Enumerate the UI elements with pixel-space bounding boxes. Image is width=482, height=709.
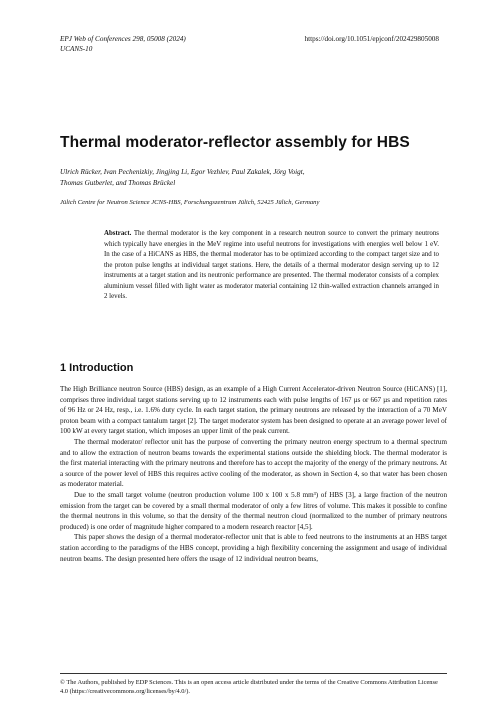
intro-paragraph-4: This paper shows the design of a thermal moderator-reflector unit that is able to feed neutrons to the instruments at an HBS target station according to the paradigms of the HBS concept, providing a high flexibility concerning the assignment and usage of individual neutron beams. The design presented here offers the usage of 12 individual neutron beams, <box>60 533 447 563</box>
intro-paragraph-2: The thermal moderator/ reflector unit has the purpose of converting the primary neutron energy spectrum to a thermal spectrum and to allow the extraction of neutron beams towards the experimental stations outside the shielding block. The thermal moderator is the first material interacting with the primary neutrons and therefore has to accept the majority of the energy of the primary neutrons. At a source of the power level of HBS this requires active cooling of the moderator, as shown in Section 4, so that water has been chosen as moderator material. <box>60 437 447 489</box>
intro-paragraph-1: The High Brilliance neutron Source (HBS) design, as an example of a High Current Accelerator-driven Neutron Source (HiCANS) [1], comprises three individual target stations serving up to 12 instruments each with pulse lengths of 167 µs or 667 µs and repetition rates of 96 Hz or 24 Hz, resp., i.e. 1.6% duty cycle. In each target station, the primary neutrons are released by the interaction of a 70 MeV proton beam with a compact tantalum target [2]. The target moderator system has been designed to operate at an average power level of 100 kW at every target station, which imposes an upper limit of the peak current. <box>60 385 447 436</box>
doi-link[interactable]: https://doi.org/10.1051/epjconf/202429805008 <box>304 35 439 43</box>
running-header-left <box>60 34 186 54</box>
paper-title: Thermal moderator-reflector assembly for HBS <box>60 134 410 151</box>
intro-paragraph-3: Due to the small target volume (neutron production volume 100 x 100 x 5.8 mm³) of HBS [3], a large fraction of the neutron emission from the target can be covered by a small thermal moderator of only a few litres of volume. This makes it possible to confine the thermal neutrons in this volume, so that the density of the thermal neutron cloud (normalized to the number of primary neutrons produced) is one order of magnitude higher compared to a modern research reactor [4,5]. <box>60 490 447 531</box>
abstract-label: Abstract. <box>104 230 132 237</box>
section-heading-introduction: 1 Introduction <box>60 362 134 374</box>
abstract-text: The thermal moderator is the key component in a research neutron source to convert the primary neutrons which typically have energies in the MeV regime into useful neutrons for investigations with energies well below 1 eV. In the case of a HiCANS as HBS, the thermal moderator has to be optimized according to the compact target size and to the proton pulse lengths at individual target stations. Here, the details of a thermal moderator design serving up to 12 instruments at a target station and its neutronic performance are presented. The thermal moderator consists of a complex aluminium vessel filled with light water as moderator material containing 12 thin-walled extraction channels arranged in 2 levels. <box>104 230 439 300</box>
conference-name: UCANS-10 <box>60 45 93 53</box>
footer-divider <box>60 673 447 674</box>
license-footer: © The Authors, published by EDP Sciences. This is an open access article distributed under the terms of the Creative Commons Attribution License 4.0 (https://creativecommons.org/licenses/by/4.0/). <box>60 679 438 695</box>
affiliation: Jülich Centre for Neutron Science JCNS-HBS, Forschungszentrum Jülich, 52425 Jülich, Germany <box>60 199 320 206</box>
authors-line-2: Thomas Gutberlet, and Thomas Brückel <box>60 179 176 187</box>
abstract <box>104 229 439 303</box>
authors-line-1: Ulrich Rücker, Ivan Pechenizkiy, Jingjing Li, Egor Vezhlev, Paul Zakalek, Jörg Voigt, <box>60 168 305 176</box>
journal-citation: EPJ Web of Conferences 298, 05008 (2024) <box>60 35 186 43</box>
author-list <box>60 167 430 189</box>
introduction-body <box>60 384 447 564</box>
